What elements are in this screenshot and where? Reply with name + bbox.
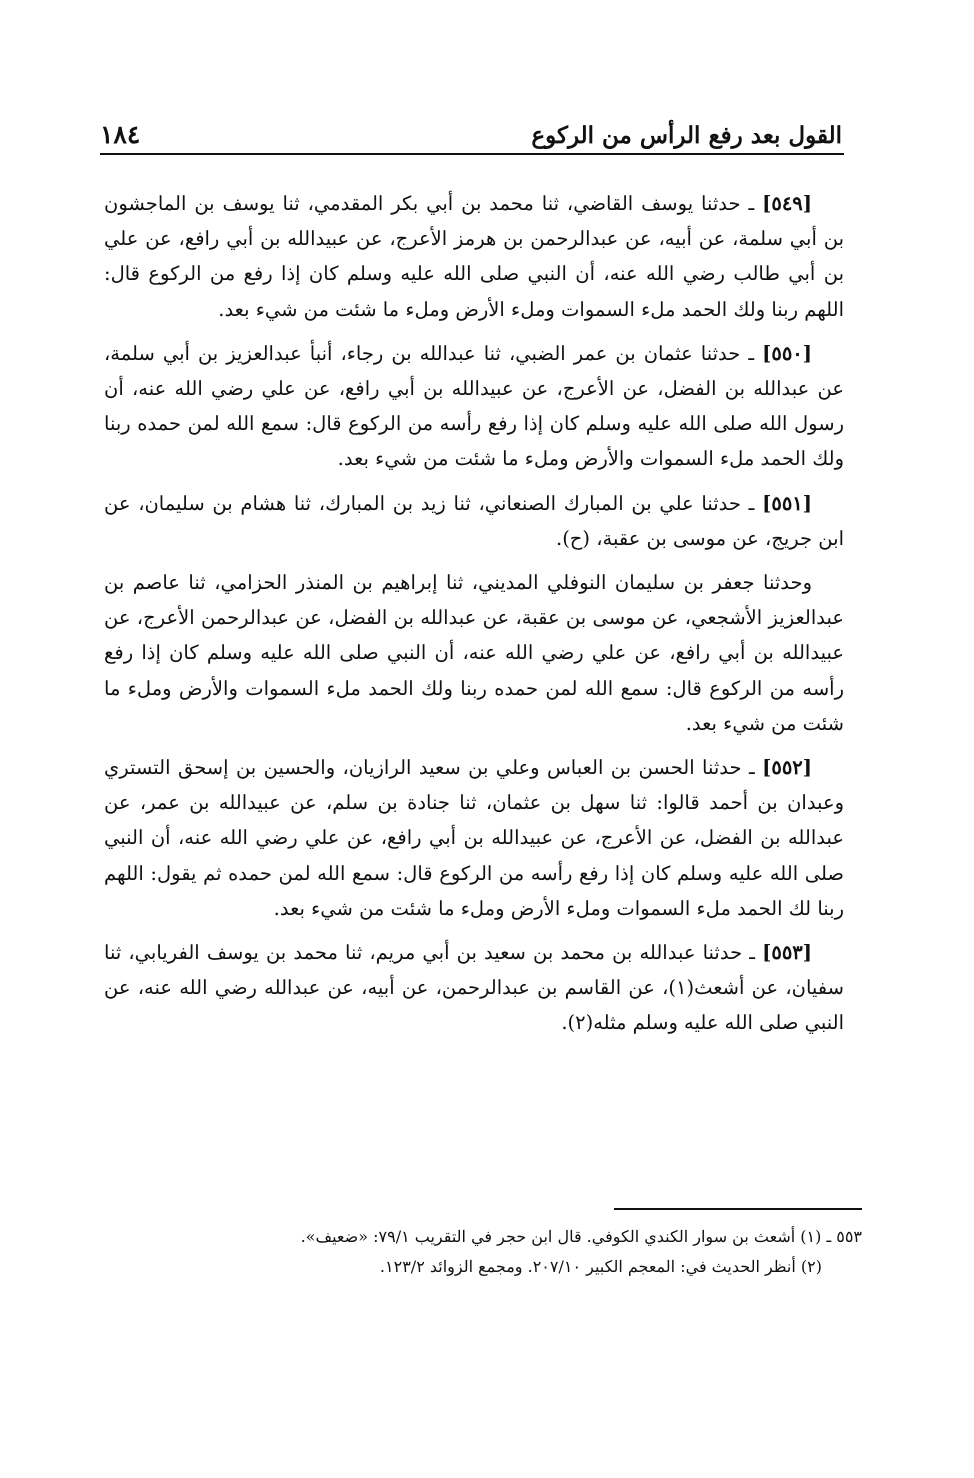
paragraph-text: ـ حدثنا عبدالله بن محمد بن سعيد بن أبي مريم، ثنا محمد بن يوسف الفريابي، ثنا سفيان، عن أشعث(١)، عن القاسم بن عبدالرحمن، عن أبيه، عن عبدالله رضي الله عنه، عن النبي صلى الله عليه وسلم مثله(٢). (104, 941, 844, 1035)
paragraph-551 (104, 486, 844, 556)
footnote-1: ٥٥٣ ـ (١) أشعث بن سوار الكندي الكوفي. قال ابن حجر في التقريب ٧٩/١: «ضعيف». (300, 1227, 862, 1246)
hadith-number: [٥٥٣] (762, 941, 812, 965)
hadith-number: [٥٥٠] (762, 341, 812, 365)
page-header (100, 118, 842, 158)
header-divider (100, 153, 844, 155)
paragraph-550 (104, 336, 844, 477)
footnotes (200, 1222, 862, 1282)
paragraph-549 (104, 186, 844, 327)
page-number: ١٨٤ (100, 120, 141, 149)
chapter-title: القول بعد رفع الرأس من الركوع (531, 122, 842, 149)
paragraph-text: ـ حدثنا يوسف القاضي، ثنا محمد بن أبي بكر المقدمي، ثنا يوسف بن الماجشون بن أبي سلمة، عن أبيه، عن عبدالرحمن بن هرمز الأعرج، عن عبيدالله بن أبي رافع، عن علي بن أبي طالب رضي الله عنه، أن النبي صلى الله عليه وسلم كان إذا رفع من الركوع قال: اللهم ربنا ولك الحمد ملء السموات وملء الأرض وملء ما شئت من شيء بعد. (104, 192, 844, 321)
hadith-number: [٥٥١] (762, 491, 812, 515)
paragraph-text: ـ حدثنا علي بن المبارك الصنعاني، ثنا زيد بن المبارك، ثنا هشام بن سليمان، عن ابن جريج، عن موسى بن عقبة، (ح). (104, 491, 844, 550)
paragraph-text: ـ حدثنا عثمان بن عمر الضبي، ثنا عبدالله بن رجاء، أنبأ عبدالعزيز بن أبي سلمة، عن عبدالله بن الفضل، عن الأعرج، عن عبيدالله بن أبي رافع، عن علي رضي الله عنه، أن رسول الله صلى الله عليه وسلم كان إذا رفع رأسه من الركوع قال: سمع الله لمن حمده ربنا ولك الحمد ملء السموات والأرض وملء ما شئت من شيء بعد. (104, 341, 844, 471)
paragraph-text: ـ حدثنا الحسن بن العباس وعلي بن سعيد الرازيان، والحسين بن إسحق التستري وعبدان بن أحمد قالوا: ثنا سهل بن عثمان، ثنا جنادة بن سلم، عن عبيدالله بن عمر، عن عبدالله بن الفضل، عن الأعرج، عن عبيدالله بن أبي رافع، عن علي رضي الله عنه، أن النبي صلى الله عليه وسلم كان إذا رفع رأسه من الركوع قال: سمع الله لمن حمده ثم يقول: اللهم ربنا لك الحمد ملء السموات وملء الأرض وملء ما شئت من شيء بعد. (104, 756, 844, 920)
paragraph-552 (104, 750, 844, 926)
paragraph-text: وحدثنا جعفر بن سليمان النوفلي المديني، ثنا إبراهيم بن المنذر الحزامي، ثنا عاصم بن عبدالعزيز الأشجعي، عن موسى بن عقبة، عن عبدالله بن الفضل، عن عبدالرحمن الأعرج، عن عبيدالله بن أبي رافع، عن علي رضي الله عنه، أن النبي صلى الله عليه وسلم كان إذا رفع رأسه من الركوع قال: سمع الله لمن حمده ربنا ولك الحمد ملء السموات والأرض وملء ما شئت من شيء بعد. (104, 571, 844, 735)
paragraph-551-continued (104, 565, 844, 741)
footnote-divider (614, 1208, 862, 1210)
hadith-number: [٥٥٢] (762, 756, 812, 780)
footnote-2: (٢) أنظر الحديث في: المعجم الكبير ٢٠٧/١٠. ومجمع الزوائد ١٢٣/٢. (379, 1257, 822, 1276)
hadith-number: [٥٤٩] (762, 192, 812, 215)
hadith-text (104, 186, 844, 1050)
paragraph-553 (104, 935, 844, 1041)
